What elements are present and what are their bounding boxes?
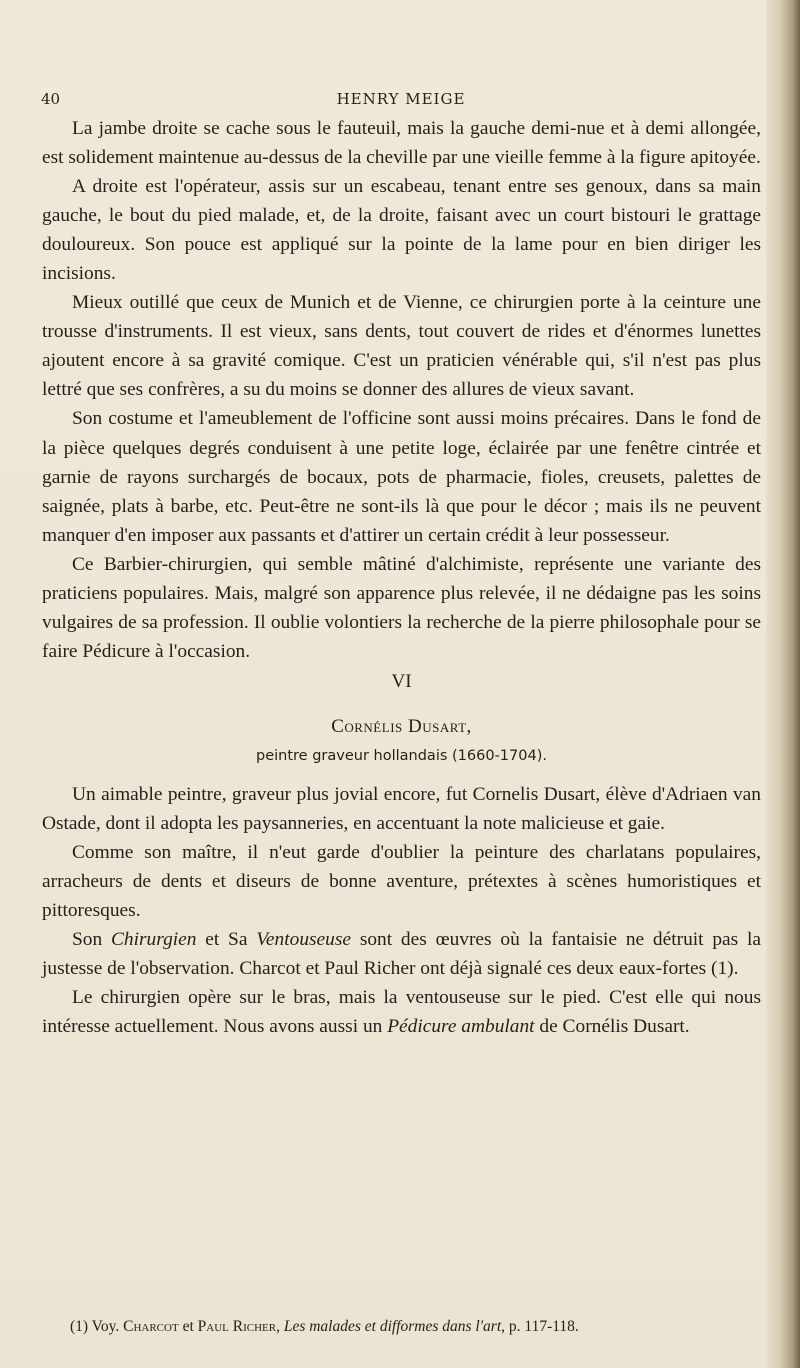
running-head <box>41 90 761 114</box>
page-edge-shadow <box>766 0 800 1368</box>
footnote-marker: (1) Voy. <box>70 1318 124 1335</box>
paragraph: Un aimable peintre, graveur plus jovial encore, fut Cornelis Dusart, élève d'Adriaen van Ostade, dont il adopta les paysanneries, en accentuant la note malicieuse et gaie. <box>42 783 761 834</box>
footnote <box>70 1318 770 1336</box>
paragraph: Mieux outillé que ceux de Munich et de Vienne, ce chirurgien porte à la ceinture une trousse d'instruments. Il est vieux, sans dents, tout couvert de rides et d'énormes lunettes ajoutent encore à sa gravité comique. C'est un praticien vénérable qui, s'il n'est pas plus lettré que ses confrères, a su du moins se donner des allures de vieux savant. <box>42 292 761 401</box>
section-title: Cornélis Dusart, <box>331 715 472 737</box>
footnote-author: Paul Richer <box>197 1318 277 1335</box>
body-text <box>42 114 761 1041</box>
work-title: Pédicure ambulant <box>387 1016 535 1038</box>
work-title: Ventouseuse <box>256 929 352 951</box>
running-title: HENRY MEIGE <box>336 90 466 108</box>
page-number: 40 <box>41 90 61 108</box>
text-run: et Sa <box>196 929 257 951</box>
footnote-book-title: Les malades et difformes dans l'art <box>283 1318 502 1335</box>
text-run: sont des œuvres où la fantaisie ne détruit pas la justesse de l'observation. Charcot et Paul Richer ont déjà signalé ces deux eaux-fortes (1). <box>42 929 761 980</box>
footnote-pages: , p. 117-118. <box>501 1318 579 1335</box>
paragraph <box>42 925 761 983</box>
paragraph <box>42 983 761 1041</box>
text-run: et <box>178 1318 198 1335</box>
paragraph: La jambe droite se cache sous le fauteuil, mais la gauche demi-nue et à demi allongée, est solidement maintenue au-dessus de la cheville par une vieille femme à la figure apitoyée. <box>42 118 761 169</box>
text-run: , <box>276 1318 284 1335</box>
work-title: Chirurgien <box>110 929 197 951</box>
paragraph: A droite est l'opérateur, assis sur un escabeau, tenant entre ses genoux, dans sa main gauche, le bout du pied malade, et, de la droite, faisant avec un court bistouri le grattage douloureux. Son pouce est appliqué sur la pointe de la lame pour en bien diriger les incisions. <box>42 176 761 285</box>
section-number: VI <box>391 670 412 692</box>
paragraph: Son costume et l'ameublement de l'officine sont aussi moins précaires. Dans le fond de la pièce quelques degrés conduisent à une petite loge, éclairée par une fenêtre cintrée et garnie de rayons surchargés de bocaux, pots de pharmacie, fioles, creusets, palettes de saignée, plats à barbe, etc. Peut-être ne sont-ils là que pour le décor ; mais ils ne peuvent manquer d'en imposer aux passants et d'attirer un certain crédit à leur possesseur. <box>42 408 761 546</box>
paragraph: Comme son maître, il n'eut garde d'oublier la peinture des charlatans populaires, arracheurs de dents et diseurs de bonne aventure, prétextes à scènes humoristiques et pittoresques. <box>42 841 761 922</box>
paragraph: Ce Barbier-chirurgien, qui semble mâtiné d'alchimiste, représente une variante des praticiens populaires. Mais, malgré son apparence plus relevée, il ne dédaigne pas les soins vulgaires de sa profession. Il oublie volontiers la recherche de la pierre philosophale pour se faire Pédicure à l'occasion. <box>42 553 761 662</box>
section-subtitle: peintre graveur hollandais (1660-1704). <box>256 747 547 764</box>
text-run: Son <box>72 929 111 951</box>
footnote-author: Charcot <box>123 1318 179 1335</box>
text-run: Le chirurgien opère sur le bras, mais la ventouseuse sur le pied. C'est elle qui nous intéresse actuellement. Nous avons aussi un <box>42 987 761 1038</box>
text-run: de Cornélis Dusart. <box>534 1016 690 1038</box>
